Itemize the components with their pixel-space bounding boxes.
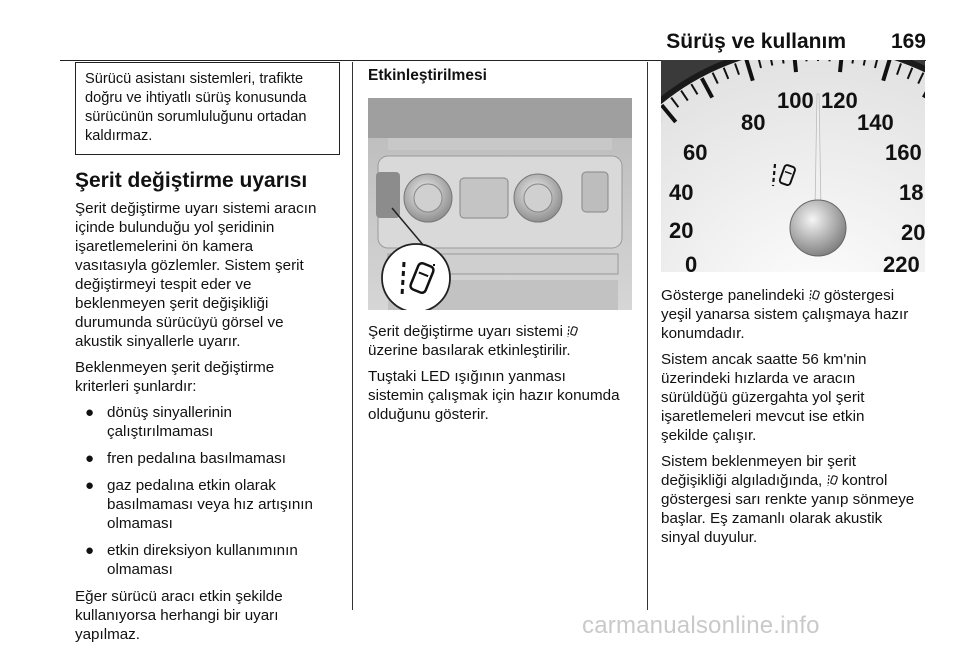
lane-departure-icon xyxy=(827,474,838,487)
warning-note-text: Sürücü asistanı sistemleri, trafikte doğru ve ihtiyatlı sürüş konusunda sürücünün sorumluluğunu ortadan kaldırmaz. xyxy=(85,71,307,144)
gauge-label: 0 xyxy=(685,252,698,272)
led-paragraph: Tuştaki LED ışığının yanması sistemin çalışmak için hazır konumda olduğunu gösterir. xyxy=(368,368,620,423)
list-item: ● dönüş sinyallerinin çalıştırılmaması xyxy=(85,404,232,440)
page-header xyxy=(60,26,926,61)
speedometer-illustration xyxy=(661,60,925,272)
list-item: ● fren pedalına basılmaması xyxy=(85,450,286,467)
criteria-list xyxy=(75,403,340,579)
gauge-tick xyxy=(840,60,842,72)
gauge-label: 60 xyxy=(683,140,708,165)
column-divider-left xyxy=(352,62,353,610)
gauge-label: 120 xyxy=(821,88,858,113)
speedometer-photo xyxy=(661,60,925,272)
section-title: Şerit değiştirme uyarısı xyxy=(75,169,308,192)
criteria-paragraph: Beklenmeyen şerit değiştirme kriterleri şunlardır: xyxy=(75,359,275,395)
console-button-photo xyxy=(368,98,632,310)
indicator-paragraph: Gösterge panelindeki göstergesi yeşil yanarsa sistem çalışmaya hazır konumdadır. xyxy=(661,287,909,342)
closing-paragraph: Eğer sürücü aracı etkin şekilde kullanıyorsa herhangi bir uyarı yapılmaz. xyxy=(75,588,283,643)
page-number: 169 xyxy=(890,30,926,53)
gauge-tick xyxy=(806,60,807,61)
header-title: Sürüş ve kullanım xyxy=(666,30,846,53)
gauge-label: 18 xyxy=(899,180,924,205)
bullet-icon: ● xyxy=(85,477,95,494)
warning-signal-paragraph: Sistem beklenmeyen bir şerit değişikliği algıladığında, kontrol göstergesi sarı renkte yanıp sönmeye başlar. Eş zamanlı olarak akustik sinyal duyulur. xyxy=(661,453,915,546)
gauge-label: 100 xyxy=(777,88,814,113)
intro-paragraph: Şerit değiştirme uyarı sistemi aracın içinde bulunduğu yol şeridinin işaretlemelerini ön kamera vasıtasıyla gözlemler. Sistem şerit değiştirmeyi tespit eder ve beklenmeyen şerit değişikliği durumunda sürücüyü görsel ve akustik sinyallerle uyarır. xyxy=(75,200,317,350)
gauge-tick xyxy=(830,60,831,61)
watermark: carmanualsonline.info xyxy=(582,612,820,639)
activation-paragraph: Şerit değiştirme uyarı sistemi üzerine basılarak etkinleştirilir. xyxy=(368,322,636,360)
list-item: ● gaz pedalına etkin olarak basılmaması veya hız artışının olmaması xyxy=(85,477,313,532)
needle-hub xyxy=(790,200,846,256)
list-item: ● etkin direksiyon kullanımının olmaması xyxy=(85,542,298,578)
gauge-label: 20 xyxy=(901,220,925,245)
console-illustration xyxy=(368,98,632,310)
bullet-icon: ● xyxy=(85,542,95,559)
bullet-icon: ● xyxy=(85,404,95,421)
gauge-label: 160 xyxy=(885,140,922,165)
middle-column xyxy=(368,60,636,431)
gauge-label: 80 xyxy=(741,110,766,135)
activation-heading: Etkinleştirilmesi xyxy=(368,67,487,84)
lane-departure-icon xyxy=(567,325,578,338)
gauge-label: 20 xyxy=(669,218,694,243)
column-divider-right xyxy=(647,62,648,610)
speed-condition-paragraph: Sistem ancak saatte 56 km'nin üzerindeki hızlarda ve aracın sürüldüğü güzergahta yol şerit işaretlemeleri mevcut ise etkin şekilde çalışır. xyxy=(661,351,867,444)
gauge-label: 140 xyxy=(857,110,894,135)
bullet-icon: ● xyxy=(85,450,95,467)
gauge-label: 220 xyxy=(883,252,920,272)
right-column xyxy=(661,60,929,554)
warning-note-box xyxy=(75,62,340,155)
left-column xyxy=(75,60,340,651)
lane-departure-icon xyxy=(809,289,820,302)
gauge-tick xyxy=(794,60,796,72)
gauge-label: 40 xyxy=(669,180,694,205)
